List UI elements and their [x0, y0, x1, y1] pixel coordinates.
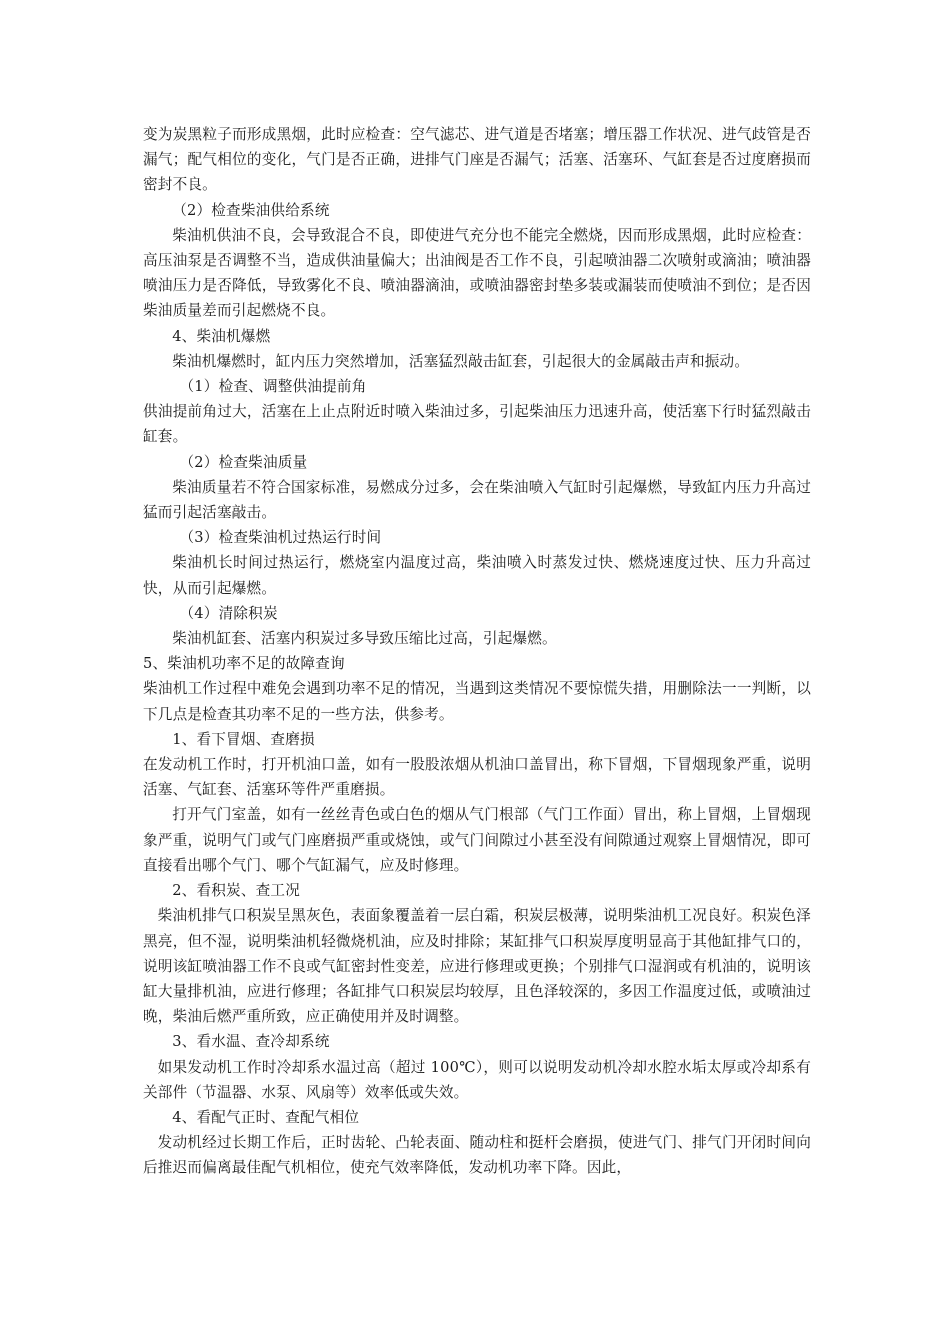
- paragraph: 供油提前角过大，活塞在上止点附近时喷入柴油过多，引起柴油压力迅速升高，使活塞下行时猛烈敲击缸套。: [143, 403, 811, 446]
- paragraph: 柴油机排气口积炭呈黑灰色，表面象覆盖着一层白霜，积炭层极薄，说明柴油机工况良好。积炭色泽黑亮，但不湿，说明柴油机轻微烧机油，应及时排除；某缸排气口积炭厚度明显高于其他缸排气口的，说明该缸喷油器工作不良或气缸密封性变差，应进行修理或更换；个别排气口湿润或有机油的，说明该缸大量排机油，应进行修理；各缸排气口积炭层均较厚，且色泽较深的，多因工作温度过低，或喷油过晚，柴油后燃严重所致，应正确使用并及时调整。: [143, 907, 811, 1026]
- subheading: （2）检查柴油供给系统: [172, 201, 330, 219]
- subheading: （2）检查柴油质量: [179, 453, 308, 471]
- paragraph: 柴油机缸套、活塞内积炭过多导致压缩比过高，引起爆燃。: [172, 630, 557, 648]
- paragraph: 如果发动机工作时冷却系水温过高（超过 100℃），则可以说明发动机冷却水腔水垢太厚或冷却系有关部件（节温器、水泵、风扇等）效率低或失效。: [143, 1058, 811, 1101]
- paragraph: 变为炭黑粒子而形成黑烟，此时应检查：空气滤芯、进气道是否堵塞；增压器工作状况、进气歧管是否漏气；配气相位的变化，气门是否正确，进排气门座是否漏气；活塞、活塞环、气缸套是否过度磨损而密封不良。: [143, 126, 811, 194]
- section-heading: 4、柴油机爆燃: [172, 327, 271, 345]
- subheading: （1）检查、调整供油提前角: [179, 378, 367, 396]
- subheading: （3）检查柴油机过热运行时间: [179, 529, 382, 547]
- paragraph: 发动机经过长期工作后，正时齿轮、凸轮表面、随动柱和挺杆会磨损，使进气门、排气门开闭时间向后推迟而偏离最佳配气机相位，使充气效率降低，发动机功率下降。因此，: [143, 1134, 811, 1177]
- subheading: 2、看积炭、查工况: [172, 882, 301, 900]
- paragraph: 打开气门室盖，如有一丝丝青色或白色的烟从气门根部（气门工作面）冒出，称上冒烟，上冒烟现象严重，说明气门或气门座磨损严重或烧蚀，或气门间隙过小甚至没有间隙通过观察上冒烟情况，即可直接看出哪个气门、哪个气缸漏气，应及时修理。: [143, 806, 811, 874]
- paragraph: 在发动机工作时，打开机油口盖，如有一股股浓烟从机油口盖冒出，称下冒烟，下冒烟现象严重，说明活塞、气缸套、活塞环等件严重磨损。: [143, 756, 811, 799]
- paragraph: 柴油质量若不符合国家标准，易燃成分过多，会在柴油喷入气缸时引起爆燃，导致缸内压力升高过猛而引起活塞敲击。: [143, 478, 811, 522]
- subheading: 1、看下冒烟、查磨损: [172, 730, 315, 748]
- paragraph: 柴油机长时间过热运行，燃烧室内温度过高，柴油喷入时蒸发过快、燃烧速度过快、压力升高过快，从而引起爆燃。: [143, 554, 811, 597]
- subheading: 4、看配气正时、查配气相位: [172, 1108, 360, 1126]
- subheading: （4）清除积炭: [179, 604, 278, 622]
- paragraph: 柴油机供油不良，会导致混合不良，即使进气充分也不能完全燃烧，因而形成黑烟，此时应检查：高压油泵是否调整不当，造成供油量偏大；出油阀是否工作不良，引起喷油器二次喷射或滴油；喷油器喷油压力是否降低，导致雾化不良、喷油器滴油，或喷油器密封垫多装或漏装而使喷油不到位；是否因柴油质量差而引起燃烧不良。: [143, 226, 811, 320]
- document-body: [143, 122, 811, 1181]
- paragraph: 柴油机爆燃时，缸内压力突然增加，活塞猛烈敲击缸套，引起很大的金属敲击声和振动。: [172, 352, 750, 370]
- paragraph: 柴油机工作过程中难免会遇到功率不足的情况，当遇到这类情况不要惊慌失措，用删除法一一判断，以下几点是检查其功率不足的一些方法，供参考。: [143, 680, 811, 723]
- subheading: 3、看水温、查冷却系统: [172, 1033, 330, 1051]
- section-heading: 5、柴油机功率不足的故障查询: [143, 655, 345, 673]
